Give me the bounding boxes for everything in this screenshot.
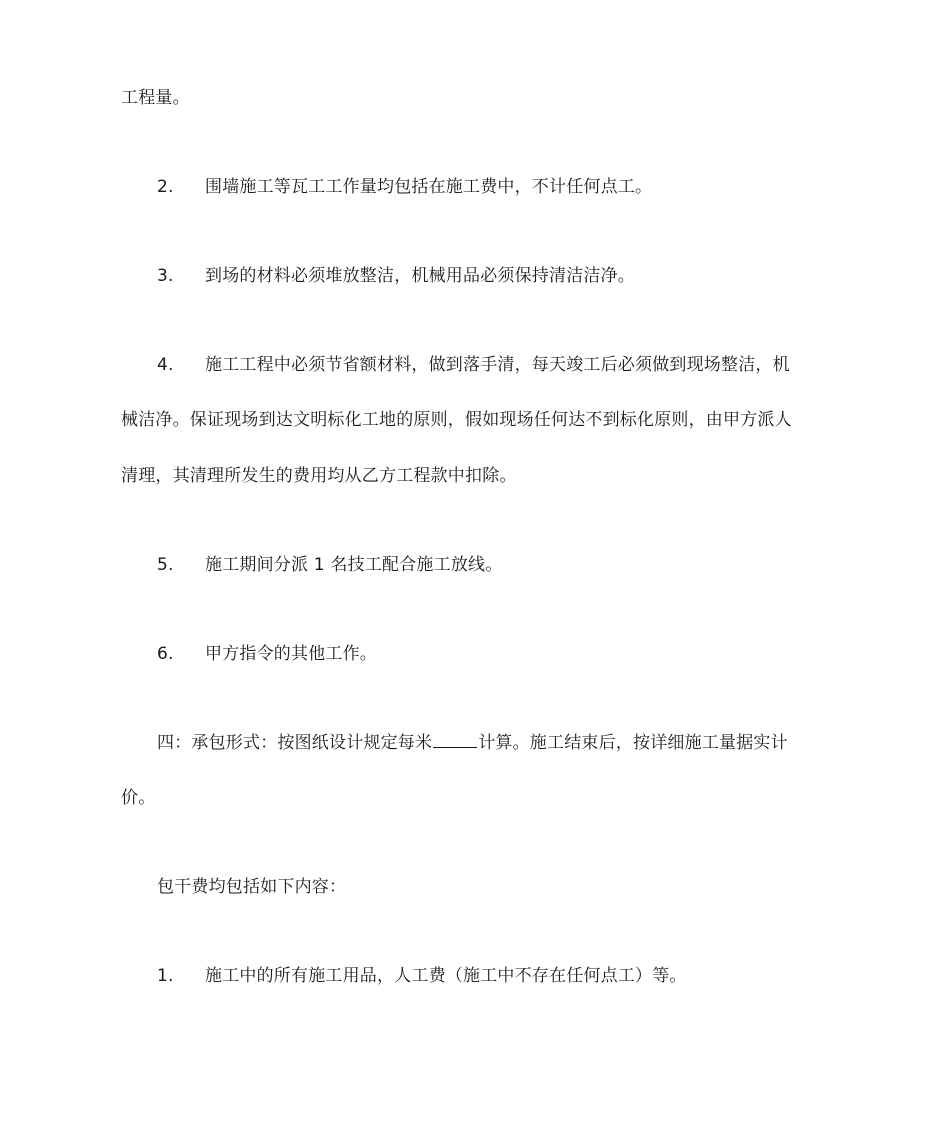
section-text: 计算。施工结束后，按详细施工量据实计	[478, 733, 788, 753]
paragraph-line: 工程量。	[121, 88, 190, 108]
section-4-heading	[157, 732, 788, 754]
lump-sum-heading: 包干费均包括如下内容：	[157, 877, 347, 897]
list-item-4-continuation: 械洁净。保证现场到达文明标化工地的原则，假如现场任何达不到标化原则，由甲方派人	[121, 410, 792, 430]
list-item-4	[157, 354, 790, 376]
list-number: 4.	[157, 355, 174, 375]
list-item-text: 到场的材料必须堆放整洁，机械用品必须保持清洁洁净。	[205, 266, 635, 286]
list-number: 1.	[157, 966, 174, 986]
list-item-text: 围墙施工等瓦工工作量均包括在施工费中，不计任何点工。	[205, 177, 653, 197]
list-item-text: 施工中的所有施工用品，人工费（施工中不存在任何点工）等。	[205, 966, 687, 986]
list-number: 6.	[157, 644, 174, 664]
list-number: 2.	[157, 177, 174, 197]
list-item-2	[157, 176, 652, 198]
list-number: 5.	[157, 555, 174, 575]
list-item-4-continuation: 清理，其清理所发生的费用均从乙方工程款中扣除。	[121, 466, 517, 486]
sub-list-item-1	[157, 965, 687, 987]
fill-in-blank	[433, 732, 477, 748]
list-item-text: 施工期间分派 1 名技工配合施工放线。	[205, 555, 503, 575]
list-number: 3.	[157, 266, 174, 286]
list-item-text: 甲方指令的其他工作。	[205, 644, 377, 664]
list-item-3	[157, 265, 635, 287]
list-item-5	[157, 554, 502, 576]
section-4-continuation: 价。	[121, 788, 156, 808]
list-item-text: 施工工程中必须节省额材料，做到落手清，每天竣工后必须做到现场整洁，机	[205, 355, 790, 375]
section-text: 四：承包形式：按图纸设计规定每米	[157, 733, 433, 753]
list-item-6	[157, 643, 377, 665]
